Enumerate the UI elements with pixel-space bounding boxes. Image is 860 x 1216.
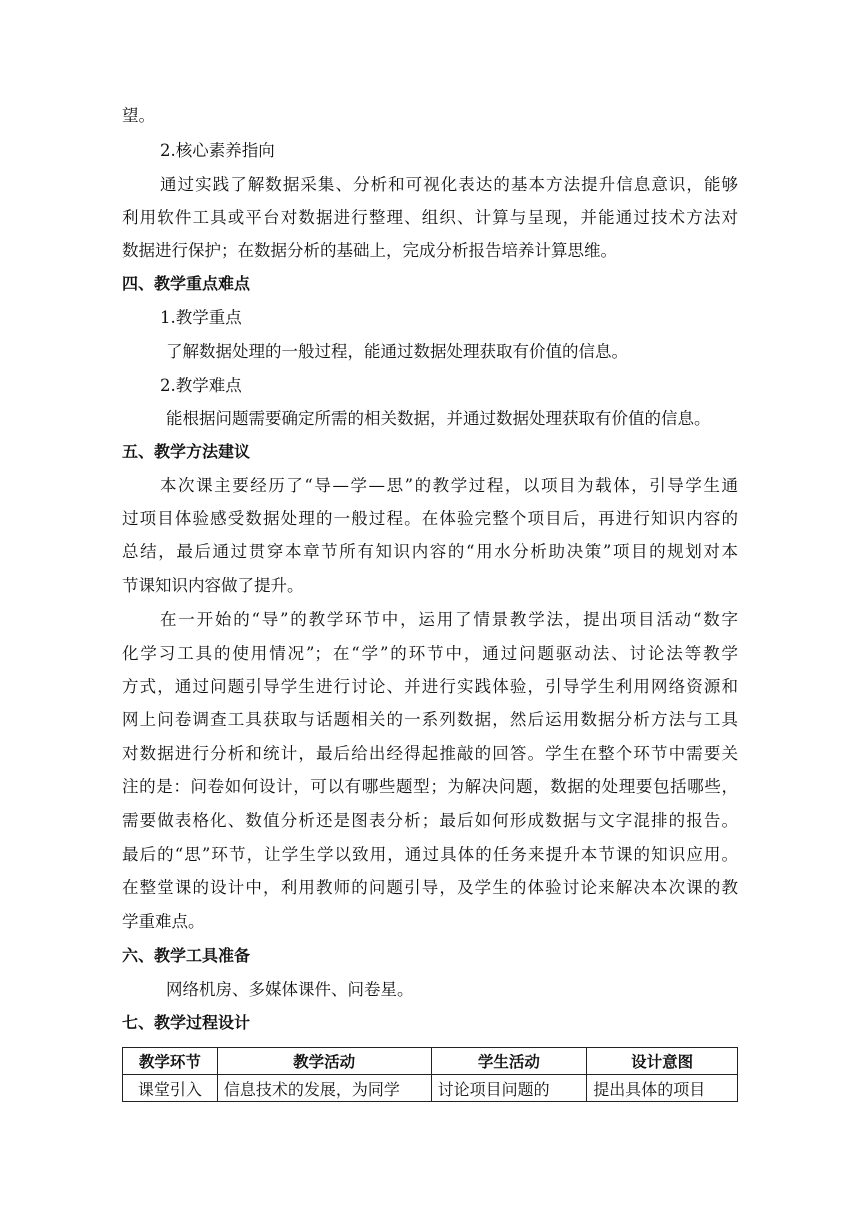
teaching-process-table <box>122 1047 738 1102</box>
subheading: 2.核心素养指向 <box>160 141 275 160</box>
paragraph-line: 方式，通过问题引导学生进行讨论、并进行实践体验，引导学生利用网络资源和 <box>122 677 738 696</box>
paragraph-line: 过项目体验感受数据处理的一般过程。在体验完整个项目后，再进行知识内容的 <box>122 509 738 528</box>
paragraph-line: 化学习工具的使用情况”；在“学”的环节中，通过问题驱动法、讨论法等教学 <box>122 644 738 663</box>
section-heading: 四、教学重点难点 <box>122 274 251 293</box>
table-cell: 信息技术的发展，为同学 <box>217 1075 431 1102</box>
subheading: 1.教学重点 <box>160 308 242 327</box>
paragraph-line: 本次课主要经历了“导—学—思”的教学过程，以项目为载体，引导学生通 <box>160 476 738 495</box>
paragraph-line: 总结，最后通过贯穿本章节所有知识内容的“用水分析助决策”项目的规划对本 <box>122 542 738 561</box>
paragraph-line: 望。 <box>122 106 155 125</box>
table-cell: 讨论项目问题的 <box>431 1075 587 1102</box>
paragraph-line: 节课知识内容做了提升。 <box>122 576 304 595</box>
paragraph-line: 利用软件工具或平台对数据进行整理、组织、计算与呈现，并能通过技术方法对 <box>122 208 738 227</box>
table-header-cell: 教学活动 <box>217 1048 431 1075</box>
paragraph-line: 对数据进行分析和统计，最后给出经得起推敲的回答。学生在整个环节中需要关 <box>122 744 738 763</box>
paragraph-line: 最后的“思”环节，让学生学以致用，通过具体的任务来提升本节课的知识应用。 <box>122 845 738 864</box>
table-cell: 课堂引入 <box>123 1075 218 1102</box>
section-heading: 六、教学工具准备 <box>122 946 251 965</box>
table-header-cell: 设计意图 <box>587 1048 738 1075</box>
table-cell: 提出具体的项目 <box>587 1075 738 1102</box>
paragraph-line: 学重难点。 <box>122 912 205 931</box>
paragraph-line: 了解数据处理的一般过程，能通过数据处理获取有价值的信息。 <box>166 342 628 361</box>
section-heading: 七、教学过程设计 <box>122 1013 251 1032</box>
paragraph-line: 通过实践了解数据采集、分析和可视化表达的基本方法提升信息意识，能够 <box>160 175 738 194</box>
table-header-cell: 教学环节 <box>123 1048 218 1075</box>
table-header-cell: 学生活动 <box>431 1048 587 1075</box>
paragraph-line: 注的是：问卷如何设计，可以有哪些题型；为解决问题，数据的处理要包括哪些， <box>122 777 738 796</box>
table-header-row <box>123 1048 738 1075</box>
paragraph-line: 网上问卷调查工具获取与话题相关的一系列数据，然后运用数据分析方法与工具 <box>122 710 738 729</box>
paragraph-line: 需要做表格化、数值分析还是图表分析；最后如何形成数据与文字混排的报告。 <box>122 811 738 830</box>
paragraph-line: 能根据问题需要确定所需的相关数据，并通过数据处理获取有价值的信息。 <box>166 409 711 428</box>
table-row <box>123 1075 738 1102</box>
subheading: 2.教学难点 <box>160 376 242 395</box>
section-heading: 五、教学方法建议 <box>122 442 251 461</box>
paragraph-line: 在一开始的“导”的教学环节中，运用了情景教学法，提出项目活动“数字 <box>160 610 738 629</box>
paragraph-line: 在整堂课的设计中，利用教师的问题引导，及学生的体验讨论来解决本次课的教 <box>122 878 738 897</box>
paragraph-line: 网络机房、多媒体课件、问卷星。 <box>166 980 414 999</box>
paragraph-line: 数据进行保护；在数据分析的基础上，完成分析报告培养计算思维。 <box>122 241 617 260</box>
